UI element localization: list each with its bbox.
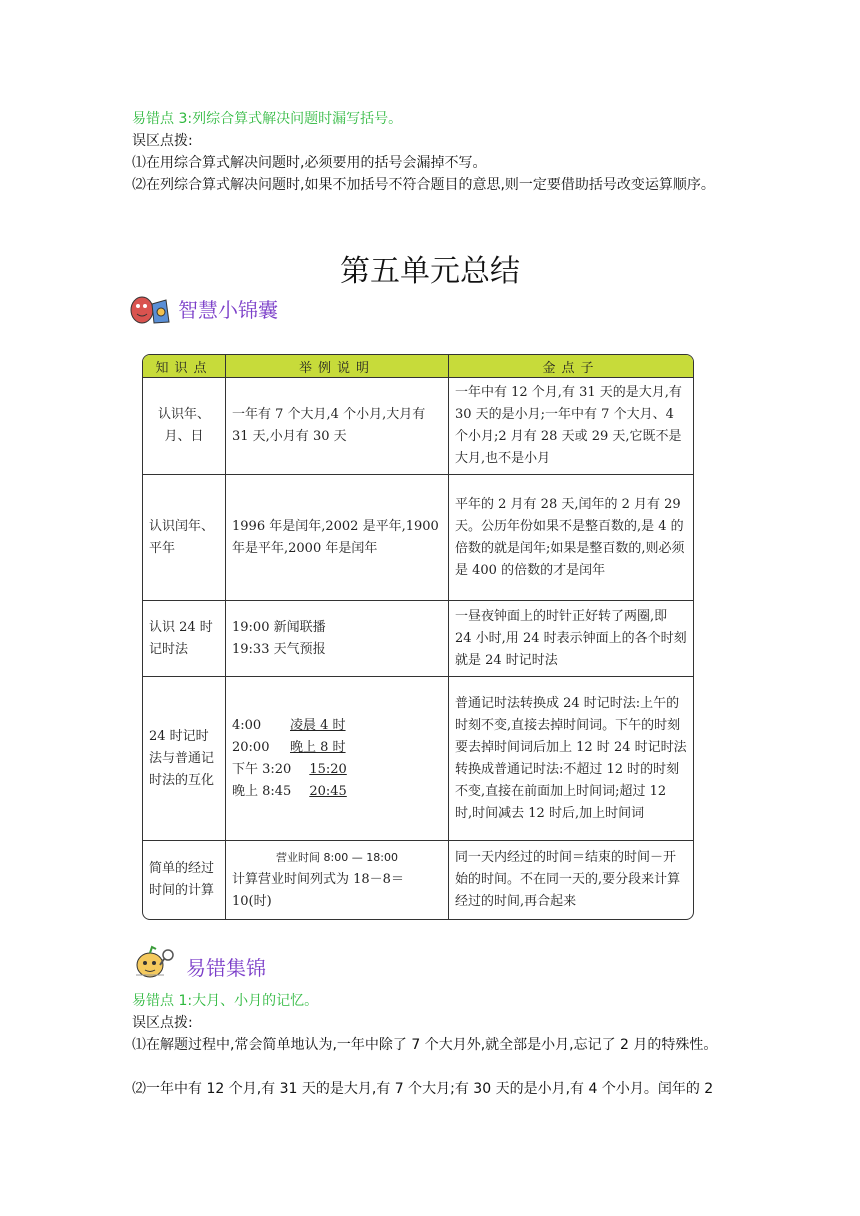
tip-cell: 同一天内经过的时间＝结束的时间－开始的时间。不在同一天的,要分段来计算经过的时间,再合起来 xyxy=(455,850,681,909)
tip-cell: 平年的 2 月有 28 天,闰年的 2 月有 29 天。公历年份如果不是整百数的,是 4 的倍数的就是闰年;如果是整百数的,则必须是 400 的倍数的才是闰年 xyxy=(449,475,693,601)
hint-line-1: ⑴在用综合算式解决问题时,必须要用的括号会漏掉不写。 xyxy=(132,155,487,171)
hint-line-2: ⑵在列综合算式解决问题时,如果不加括号不符合题目的意思,则一定要借助括号改变运算顺序。 xyxy=(132,177,715,193)
example-line: 19:33 天气预报 xyxy=(232,641,326,657)
example-cell: 一年有 7 个大月,4 个小月,大月有 31 天,小月有 30 天 xyxy=(226,378,449,475)
section-wisdom-bag xyxy=(128,290,278,326)
header-example: 举例说明 xyxy=(226,355,449,378)
example-text: 计算营业时间列式为 18－8＝10(时) xyxy=(232,872,404,909)
conversion-row: 下午 3:20 15:20 xyxy=(232,761,347,777)
page-title: 第五单元总结 xyxy=(340,254,520,289)
table-header-row xyxy=(143,355,693,378)
tip-cell: 一年中有 12 个月,有 31 天的是大月,有 30 天的是小月;一年中有 7 个大月、4 个小月;2 月有 28 天或 29 天,它既不是大月,也不是小月 xyxy=(449,378,693,475)
topic-cell: 认识闰年、平年 xyxy=(143,475,226,601)
tip-cell: 普通记时法转换成 24 时记时法:上午的时刻不变,直接去掉时间词。下午的时刻要去掉时间词后加上 12 时 24 时记时法转换成普通记时法:不超过 12 时的时刻不变,直接在前面加上时间词;超过 12 时,时间减去 12 时后,加上时间词 xyxy=(449,677,693,841)
tip-cell: 一昼夜钟面上的时针正好转了两圈,即 24 小时,用 24 时表示钟面上的各个时刻就是 24 时记时法 xyxy=(449,601,693,677)
conversion-row: 4:00 凌晨 4 时 xyxy=(232,717,346,733)
example-cell xyxy=(226,677,449,841)
table-row xyxy=(143,601,693,677)
section-label: 智慧小锦囊 xyxy=(178,297,278,322)
mistake-heading-3: 易错点 3:列综合算式解决问题时漏写括号。 xyxy=(132,111,403,127)
mistake-heading-1: 易错点 1:大月、小月的记忆。 xyxy=(132,993,319,1009)
conversion-row: 晚上 8:45 20:45 xyxy=(232,783,347,799)
topic-cell: 认识 24 时记时法 xyxy=(143,601,226,677)
table-row xyxy=(143,378,693,475)
topic-cell: 认识年、月、日 xyxy=(143,378,226,475)
table-row xyxy=(143,841,693,919)
header-tip: 金点子 xyxy=(449,355,693,378)
section-label: 易错集锦 xyxy=(186,956,266,980)
hint-label: 误区点拨: xyxy=(132,133,193,149)
conversion-row: 20:00 晚上 8 时 xyxy=(232,739,346,755)
example-line: 19:00 新闻联播 xyxy=(232,619,326,635)
summary-table xyxy=(142,354,694,920)
table-row xyxy=(143,475,693,601)
topic-cell: 简单的经过时间的计算 xyxy=(143,841,226,919)
example-cell xyxy=(226,841,449,919)
hint-line-2: ⑵一年中有 12 个月,有 31 天的是大月,有 7 个大月;有 30 天的是小月,有 4 个小月。闰年的 2 xyxy=(132,1081,714,1097)
business-hours: 营业时间 8:00 — 18:00 xyxy=(276,851,398,864)
header-topic: 知识点 xyxy=(143,355,226,378)
example-cell: 1996 年是闰年,2002 是平年,1900 年是平年,2000 年是闰年 xyxy=(226,475,449,601)
mascot-with-magnifier-icon xyxy=(130,943,178,981)
topic-cell: 24 时记时法与普通记时法的互化 xyxy=(143,677,226,841)
bag-mascot-icon xyxy=(128,290,172,326)
table-row xyxy=(143,677,693,841)
example-cell xyxy=(226,601,449,677)
hint-label: 误区点拨: xyxy=(132,1015,193,1031)
hint-line-1: ⑴在解题过程中,常会简单地认为,一年中除了 7 个大月外,就全部是小月,忘记了 2 月的特殊性。 xyxy=(132,1037,718,1053)
section-mistakes xyxy=(130,942,266,981)
